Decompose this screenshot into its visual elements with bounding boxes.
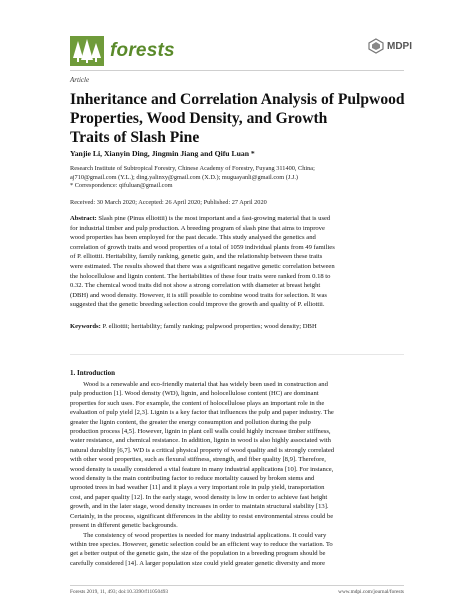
body-line: Wood is a renewable and eco-friendly material that has widely been used in construction and — [70, 381, 328, 388]
body-line: get a better output of the genetic gain, the size of the population in a breeding program should be — [70, 550, 326, 558]
keywords-list: P. elliottii; heritability; family ranking; pulpwood properties; wood density; DBH — [102, 323, 317, 330]
affiliation-line: Research Institute of Subtropical Forestry, Chinese Academy of Forestry, Fuyang 311400, China; — [70, 165, 315, 172]
body-line: water resistance, and chemical resistance. In addition, lignin in wood is also highly associated with — [70, 437, 331, 445]
body-line: present in different genetic backgrounds. — [70, 522, 178, 530]
abstract-text: Slash pine (Pinus elliottii) is the most important and a fast-growing material that is used — [98, 215, 331, 222]
affiliation-block — [70, 165, 410, 191]
footer-journal-link[interactable]: www.mdpi.com/journal/forests — [338, 589, 404, 595]
body-line: greater the lignin content, the greater the energy consumption and pollution during the pulp — [70, 418, 311, 426]
body-line: with other wood properties, such as flexural stiffness, strength, and fiber quality [8,9]. Therefore, — [70, 456, 326, 464]
affiliation-emails: aj710@gmail.com (Y.L.); ding.yalinxy@gmail.com (X.D.); muguayanli@gmail.com (J.J.) — [70, 173, 299, 181]
body-line: evaluation of pulp yield [2,3]. Lignin is a key factor that influences the pulp and paper industry. The — [70, 409, 334, 417]
body-line: wood density is the main contributing factor to reduce mortality caused by broken stems and — [70, 475, 315, 483]
body-line: uprooted trees in bad weather [11] and it plays a very important role in pulp yield, transportation — [70, 484, 325, 492]
abstract-line: (DBH) and wood density. However, it is still possible to combine wood traits for selection. It was — [70, 291, 327, 299]
body-line: properties for such uses. For example, the content of holocellulose plays an important role in the — [70, 399, 325, 407]
body-line: production process [4,5]. However, lignin in plant cell walls could highly increase timber stiffness, — [70, 428, 331, 436]
correspondence-line: * Correspondence: qifuluan@gmail.com — [70, 182, 173, 190]
section-divider — [70, 354, 404, 355]
abstract-line: the holocellulose and lignin content. The heritabilities of these four traits were ranked from 0.18 to — [70, 272, 331, 280]
abstract-line: of P. elliottii. Heritability, family ranking, genetic gain, and the relationship between these traits — [70, 253, 323, 261]
abstract-line: wood properties has been employed for the past decade. This study analysed the genetics and — [70, 234, 316, 242]
abstract — [70, 214, 405, 310]
author-list: Yanjie Li, Xianyin Ding, Jingmin Jiang and Qifu Luan * — [70, 149, 255, 158]
abstract-line: 0.32. The chemical wood traits did not show a strong correlation with diameter at breast height — [70, 282, 321, 290]
body-line: wood density is usually considered a vital feature in many industrial applications [10]. For instance, — [70, 465, 334, 473]
keywords — [70, 323, 317, 330]
page-footer — [70, 589, 404, 595]
abstract-line: were estimated. The results showed that there was a significant negative genetic correlation between — [70, 262, 335, 270]
publisher-logo[interactable] — [368, 38, 412, 54]
header-divider — [70, 70, 404, 71]
forest-trees-icon — [70, 36, 104, 66]
body-line: pulp production [1]. Wood density (WD), lignin, and holocellulose content (HC) are dominant — [70, 390, 319, 398]
body-line: Certainly, in the process, significant differences in the ability to resist environmental stress could be — [70, 512, 334, 520]
publisher-name: MDPI — [387, 40, 412, 52]
journal-logo[interactable] — [70, 36, 175, 66]
publisher-mark-icon — [368, 38, 384, 54]
title-line: Properties, Wood Density, and Growth — [70, 109, 328, 127]
title-line: Inheritance and Correlation Analysis of Pulpwood — [70, 91, 405, 108]
abstract-heading: Abstract: — [70, 215, 97, 222]
abstract-line — [70, 214, 405, 224]
abstract-line: correlation of growth traits and wood properties of a total of 1059 individual plants from 49 families — [70, 243, 335, 251]
paper-title — [70, 91, 405, 147]
body-line: The consistency of wood properties is needed for many industrial applications. It could vary — [70, 531, 327, 539]
keywords-heading: Keywords: — [70, 323, 101, 330]
section-heading: 1. Introduction — [70, 369, 115, 377]
body-line: growth, and in the later stage, wood density increases in order to maintain structural stability [13]. — [70, 503, 329, 511]
publication-dates: Received: 30 March 2020; Accepted: 26 April 2020; Published: 27 April 2020 — [70, 199, 267, 206]
body-line: cost, and paper quality [12]. In the early stage, wood density is low in order to achieve fast height — [70, 493, 328, 501]
article-type-label: Article — [70, 76, 90, 84]
footer-divider — [70, 585, 404, 586]
body-line: carefully considered [14]. A larger population size could yield greater genetic diversity and more — [70, 559, 326, 567]
body-line: natural durability [6,7]. WD is a critical physical property of wood quality and is strongly correlated — [70, 446, 335, 454]
journal-name: forests — [110, 40, 175, 61]
title-line: Traits of Slash Pine — [70, 128, 200, 146]
abstract-line: suggested that the genetic breeding selection could improve the growth and quality of P. elliottii. — [70, 301, 325, 309]
footer-citation: Forests 2019, 11, 493; doi:10.3390/f11050493 — [70, 589, 169, 595]
body-line: within tree species. However, genetic selection could be an efficient way to reduce the variation. To — [70, 540, 333, 548]
abstract-line: for industrial timber and pulp production. A breeding program of slash pine that aims to improve — [70, 224, 325, 232]
introduction-body — [70, 380, 410, 568]
